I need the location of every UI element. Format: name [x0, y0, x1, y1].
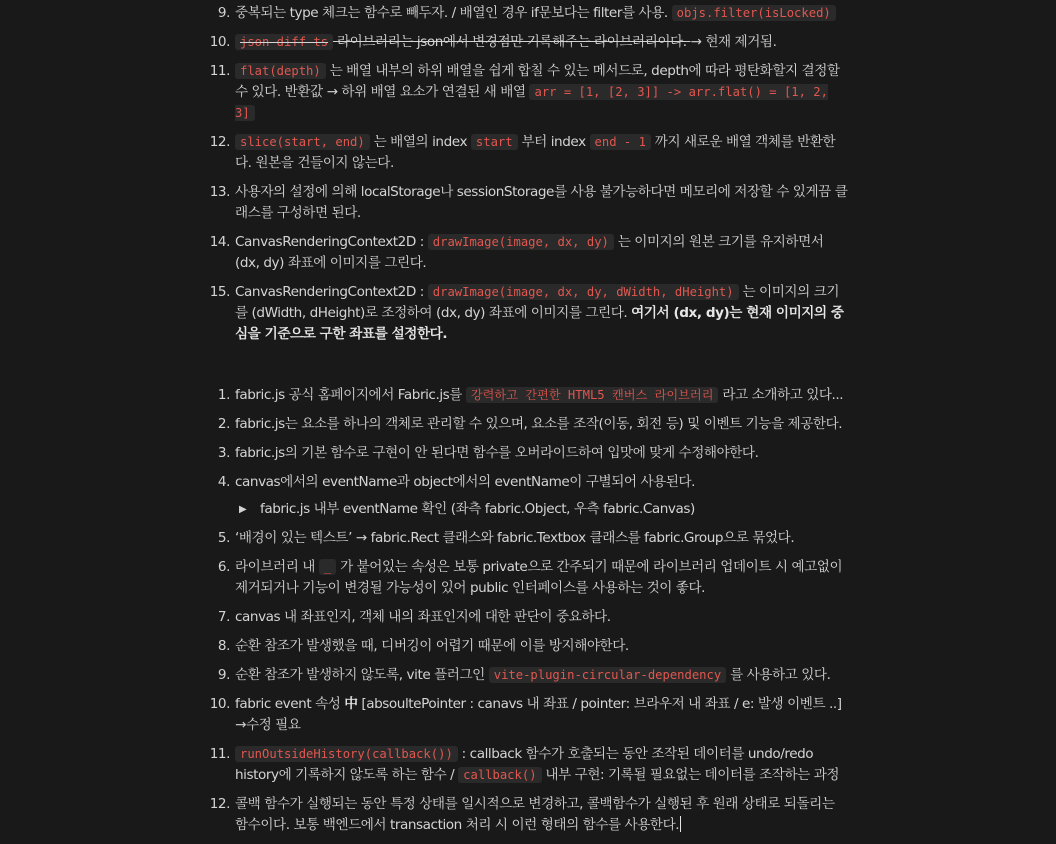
inline-code: 강력하고 간편한 HTML5 캔버스 라이브러리 — [466, 387, 719, 403]
list-number: 11. — [209, 746, 230, 762]
document-body — [200, 3, 850, 844]
list-item — [200, 744, 850, 786]
item-text: 까지 새로운 배열 객체를 반환한다. 원본을 건들이지 않는다. — [235, 134, 836, 171]
item-text: fabric event 속성 — [235, 696, 341, 712]
numbered-list-first — [200, 3, 850, 345]
item-text-bold: 여기서 (dx, dy)는 현재 이미지의 중심을 기준으로 구한 좌표를 설정한다. — [235, 305, 844, 342]
item-text: CanvasRenderingContext2D : — [235, 284, 424, 300]
item-text: 순환 참조가 발생했을 때, 디버깅이 어렵기 때문에 이를 방지해야한다. — [235, 638, 629, 654]
toggle-block[interactable] — [235, 499, 850, 520]
numbered-list-second-cont — [200, 528, 850, 836]
item-text-struck: 라이브러리는 json에서 변경점만 기록해주는 라이브러리이다. — [336, 34, 687, 50]
item-text: 사용자의 설정에 의해 localStorage나 sessionStorage를 사용 불가능하다면 메모리에 저장할 수 있게끔 클래스를 구성하면 된다. — [235, 184, 848, 221]
list-number: 1. — [217, 387, 230, 403]
inline-code: drawImage(image, dx, dy, dWidth, dHeight) — [428, 284, 739, 300]
item-text: 는 배열 내부의 하위 배열을 쉽게 합칠 수 있는 메서드로, depth에 따라 평탄화할지 결정할 수 있다. 반환값 → 하위 배열 요소가 연결된 새 배열 — [235, 63, 840, 100]
list-item — [200, 61, 850, 124]
list-number: 12. — [209, 796, 230, 812]
item-text: 라고 소개하고 있다... — [722, 387, 844, 403]
list-number: 9. — [217, 667, 230, 683]
inline-code: _ — [319, 559, 336, 575]
item-text: 는 배열의 index — [373, 134, 468, 150]
inline-code: objs.filter(isLocked) — [672, 5, 836, 21]
item-text: fabric.js 공식 홈페이지에서 Fabric.js를 — [235, 387, 462, 403]
list-item[interactable] — [200, 794, 850, 836]
list-number: 12. — [209, 134, 230, 150]
list-item — [200, 132, 850, 174]
list-number: 5. — [217, 530, 230, 546]
list-number: 15. — [209, 284, 230, 300]
list-item — [200, 3, 850, 24]
list-number: 3. — [217, 445, 230, 461]
item-text: 중복되는 type 체크는 함수로 빼두자. / 배열인 경우 if문보다는 filter를 사용. — [235, 5, 668, 21]
inline-code: json-diff-ts — [235, 34, 333, 50]
list-item — [200, 528, 850, 549]
inline-code: callback() — [458, 767, 541, 783]
list-item — [200, 557, 850, 599]
item-text: → 현재 제거됨. — [690, 34, 777, 50]
item-text: 가 붙어있는 속성은 보통 private으로 간주되기 때문에 라이브러리 업데이트 시 예고없이 제거되거나 기능이 변경될 가능성이 있어 public 인터페이스를 사용하는 것이 좋다. — [235, 559, 843, 596]
inline-code: arr = [1, [2, 3]] -> arr.flat() = [1, 2, 3] — [235, 85, 828, 120]
inline-code: drawImage(image, dx, dy) — [428, 234, 614, 250]
inline-code: end - 1 — [590, 134, 651, 150]
list-item — [200, 636, 850, 657]
item-text: ‘배경이 있는 텍스트’ → fabric.Rect 클래스와 fabric.Textbox 클래스를 fabric.Group으로 묶었다. — [235, 530, 795, 546]
list-item — [200, 472, 850, 493]
list-number: 8. — [217, 638, 230, 654]
item-text: : callback 함수가 호출되는 동안 조작된 데이터를 undo/redo history에 기록하지 않도록 하는 함수 / — [235, 746, 814, 783]
inline-code: vite-plugin-circular-dependency — [489, 667, 726, 683]
list-item — [200, 694, 850, 736]
right-triangle-icon[interactable]: ▶ — [239, 504, 247, 515]
item-text: canvas에서의 eventName과 object에서의 eventName이 구별되어 사용된다. — [235, 474, 696, 490]
item-text: 부터 index — [521, 134, 586, 150]
list-item — [200, 32, 850, 53]
section-gap — [200, 353, 850, 385]
item-text: CanvasRenderingContext2D : — [235, 234, 424, 250]
item-text: [absoultePointer : canavs 내 좌표 / pointer: 브라우저 내 좌표 / e: 발생 이벤트 ..] →수정 필요 — [235, 696, 842, 733]
toggle-label: fabric.js 내부 eventName 확인 (좌측 fabric.Object, 우측 fabric.Canvas) — [260, 501, 695, 517]
list-number: 10. — [209, 34, 230, 50]
list-number: 10. — [209, 696, 230, 712]
inline-code: start — [471, 134, 518, 150]
list-number: 6. — [217, 559, 230, 575]
list-item — [200, 665, 850, 686]
inline-code: flat(depth) — [235, 63, 326, 79]
item-text: fabric.js의 기본 함수로 구현이 안 된다면 함수를 오버라이드하여 입맛에 맞게 수정해야한다. — [235, 445, 759, 461]
list-number: 4. — [217, 474, 230, 490]
text-cursor — [680, 816, 681, 832]
list-item — [200, 443, 850, 464]
numbered-list-second — [200, 385, 850, 493]
list-item — [200, 232, 850, 274]
inline-code: runOutsideHistory(callback()) — [235, 746, 458, 762]
item-text: 는 이미지의 원본 크기를 유지하면서 (dx, dy) 좌표에 이미지를 그린다. — [235, 234, 824, 271]
list-item — [200, 282, 850, 345]
list-number: 9. — [217, 5, 230, 21]
list-number: 14. — [209, 234, 230, 250]
list-number: 2. — [217, 416, 230, 432]
list-number: 11. — [209, 63, 230, 79]
list-number: 7. — [217, 609, 230, 625]
item-text: fabric.js는 요소를 하나의 객체로 관리할 수 있으며, 요소를 조작(이동, 회전 등) 및 이벤트 기능을 제공한다. — [235, 416, 843, 432]
item-text: canvas 내 좌표인지, 객체 내의 좌표인지에 대한 판단이 중요하다. — [235, 609, 611, 625]
list-number: 13. — [209, 184, 230, 200]
list-item — [200, 607, 850, 628]
item-text: 를 사용하고 있다. — [730, 667, 831, 683]
item-text: 라이브러리 내 — [235, 559, 315, 575]
item-text: 는 이미지의 크기를 (dWidth, dHeight)로 조정하여 (dx, dy) 좌표에 이미지를 그린다. — [235, 284, 839, 321]
item-text-bold: 中 — [344, 696, 358, 712]
item-text: 내부 구현: 기록될 필요없는 데이터를 조작하는 과정 — [545, 767, 840, 783]
item-text: 순환 참조가 발생하지 않도록, vite 플러그인 — [235, 667, 485, 683]
list-item — [200, 385, 850, 406]
list-item — [200, 182, 850, 224]
inline-code: slice(start, end) — [235, 134, 370, 150]
list-item — [200, 414, 850, 435]
item-text-editing[interactable]: 콜백 함수가 실행되는 동안 특정 상태를 일시적으로 변경하고, 콜백함수가 실행된 후 원래 상태로 되돌리는 함수이다. 보통 백엔드에서 transaction 처리 시 이런 형태의 함수를 사용한다. — [235, 796, 835, 833]
